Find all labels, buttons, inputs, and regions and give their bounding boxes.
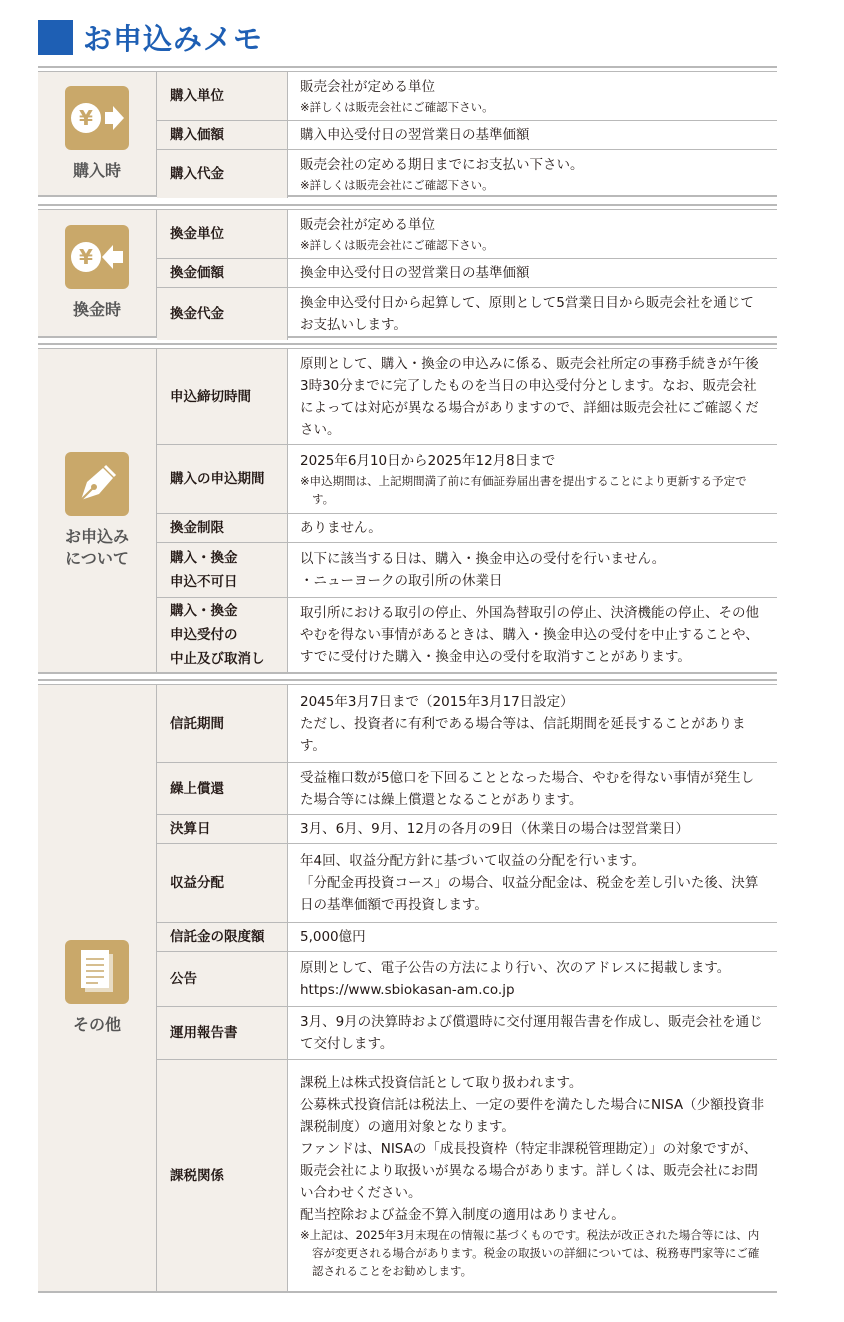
value-text: 2045年3月7日まで（2015年3月17日設定） (300, 693, 574, 710)
category-other (38, 685, 157, 1291)
section-application (38, 343, 777, 674)
row-value (288, 1060, 777, 1291)
section-other (38, 679, 777, 1293)
table-row (157, 1006, 777, 1059)
table-row (157, 258, 777, 287)
row-value (288, 288, 777, 340)
value-text: 年4回、収益分配方針に基づいて収益の分配を行います。 (300, 853, 646, 869)
row-label-line: 申込不可日 (170, 574, 238, 591)
row-value (288, 349, 777, 444)
value-text: ・ニューヨークの取引所の休業日 (300, 573, 503, 590)
value-note: ※詳しくは販売会社にご確認下さい。 (300, 100, 494, 114)
category-redemption (38, 210, 157, 336)
row-value (288, 685, 777, 762)
row-value (288, 952, 777, 1006)
value-note: ※上記は、2025年3月末現在の情報に基づくものです。税法が改正された場合等には、内容が変更される場合があります。税金の取扱いの詳細については、税務専門家等にご確認されることをお勧めします。 (300, 1227, 760, 1278)
row-label: 信託期間 (157, 685, 288, 762)
value-note: ※詳しくは販売会社にご確認下さい。 (300, 178, 494, 192)
value-text: 取引所における取引の停止、外国為替取引の停止、決済機能の停止、その他やむを得ない事情があるときは、購入・換金申込の受付を中止することや、すでに受付けた購入・換金申込の受付を取消すことがあります。 (300, 605, 759, 665)
yen-arrow-right-icon (65, 86, 129, 150)
row-value (288, 598, 777, 672)
category-application (38, 349, 157, 672)
row-label: 換金制限 (157, 514, 288, 542)
table-row (157, 814, 777, 843)
category-label-line: について (65, 548, 129, 568)
row-label: 購入の申込期間 (157, 445, 288, 513)
row-value (288, 923, 777, 951)
table-row (157, 287, 777, 340)
value-text: 換金申込受付日から起算して、原則として5営業日目から販売会社を通じてお支払いします。 (300, 295, 754, 333)
yen-arrow-left-icon (65, 225, 129, 289)
value-text: 販売会社が定める単位 (300, 217, 435, 233)
table-row (157, 922, 777, 951)
table-row (157, 1059, 777, 1291)
table-row (157, 762, 777, 814)
value-text: 3月、6月、9月、12月の各月の9日（休業日の場合は翌営業日） (300, 821, 690, 837)
row-label: 繰上償還 (157, 763, 288, 814)
row-value (288, 150, 777, 198)
value-text: 受益権口数が5億口を下回ることとなった場合、やむを得ない事情が発生した場合等には繰上償還となることがあります。 (300, 769, 755, 808)
value-text: 3月、9月の決算時および償還時に交付運用報告書を作成し、販売会社を通じて交付します。 (300, 1014, 763, 1052)
value-text: 換金申込受付日の翌営業日の基準価額 (300, 265, 530, 281)
row-label: 決算日 (157, 815, 288, 843)
value-note: ※申込期間は、上記期間満了前に有価証券届出書を提出することにより更新する予定です。 (300, 474, 747, 507)
row-label-line: 購入・換金 (170, 550, 238, 567)
category-purchase (38, 72, 157, 195)
table-row (157, 72, 777, 120)
document-icon (65, 940, 129, 1004)
row-label: 課税関係 (157, 1060, 288, 1291)
row-label (157, 598, 288, 672)
row-value (288, 210, 777, 258)
row-value (288, 121, 777, 149)
section-purchase (38, 66, 777, 197)
page-title-bar (38, 17, 263, 57)
table-row (157, 542, 777, 597)
row-value (288, 844, 777, 922)
row-label: 信託金の限度額 (157, 923, 288, 951)
row-label-line: 申込受付の (170, 627, 238, 643)
row-label (157, 543, 288, 597)
category-label: 換金時 (72, 300, 121, 319)
category-label: 購入時 (72, 160, 121, 180)
value-text: ありません。 (300, 520, 382, 537)
category-label-line: お申込み (64, 526, 129, 546)
row-value (288, 514, 777, 542)
value-text: 公募株式投資信託は税法上、一定の要件を満たした場合にNISA（少額投資非課税制度）の適用対象となります。 (300, 1096, 765, 1135)
table-row (157, 597, 777, 672)
section-redemption (38, 204, 777, 338)
pen-icon (65, 452, 129, 516)
row-label: 購入単位 (157, 72, 288, 120)
value-text: 2025年6月10日から2025年12月8日まで (300, 453, 556, 470)
svg-text:¥: ¥ (79, 245, 93, 269)
value-text: 配当控除および益金不算入制度の適用はありません。 (300, 1206, 625, 1223)
row-value (288, 543, 777, 597)
table-row (157, 513, 777, 542)
value-text: 「分配金再投資コース」の場合、収益分配金は、税金を差し引いた後、決算日の基準価額で再投資します。 (300, 875, 759, 913)
table-row (157, 120, 777, 149)
table-row (157, 951, 777, 1006)
value-text: 以下に該当する日は、購入・換金申込の受付を行いません。 (300, 551, 666, 568)
row-label: 換金単位 (157, 210, 288, 258)
svg-text:¥: ¥ (79, 105, 93, 130)
row-label: 収益分配 (157, 844, 288, 922)
row-value (288, 763, 777, 814)
row-label: 申込締切時間 (157, 349, 288, 444)
table-row (157, 444, 777, 513)
row-label: 運用報告書 (157, 1007, 288, 1059)
row-label: 換金代金 (157, 288, 288, 340)
row-value (288, 259, 777, 287)
table-row (157, 685, 777, 762)
row-label: 購入価額 (157, 121, 288, 149)
value-text: ただし、投資者に有利である場合等は、信託期間を延長することがあります。 (300, 715, 746, 754)
row-value (288, 1007, 777, 1059)
value-text: 5,000億円 (300, 929, 366, 945)
row-value (288, 72, 777, 120)
value-text: 原則として、電子公告の方法により行い、次のアドレスに掲載します。 (300, 960, 731, 976)
row-label: 公告 (157, 952, 288, 1006)
row-label-line: 購入・換金 (170, 603, 238, 619)
value-text: ファンドは、NISAの「成長投資枠（特定非課税管理勘定）」の対象ですが、販売会社により取扱いが異なる場合があります。詳しくは、販売会社にお問い合わせください。 (300, 1140, 758, 1201)
table-row (157, 349, 777, 444)
category-label (65, 526, 129, 570)
title-square-icon (38, 20, 73, 55)
value-note: ※詳しくは販売会社にご確認下さい。 (300, 238, 494, 252)
row-label: 購入代金 (157, 150, 288, 198)
row-value (288, 445, 777, 513)
value-text: 原則として、購入・換金の申込みに係る、販売会社所定の事務手続きが午後3時30分までに完了したものを当日の申込受付分とします。なお、販売会社によっては対応が異なる場合がありますので、詳細は販売会社にご確認ください。 (300, 355, 759, 438)
row-label: 換金価額 (157, 259, 288, 287)
url-text: https://www.sbiokasan-am.co.jp (300, 982, 515, 998)
value-text: 販売会社の定める期日までにお支払い下さい。 (300, 157, 584, 173)
table-row (157, 843, 777, 922)
row-label-line: 中止及び取消し (170, 651, 265, 667)
value-text: 課税上は株式投資信託として取り扱われます。 (300, 1074, 583, 1091)
table-row (157, 149, 777, 198)
row-value (288, 815, 777, 843)
table-row (157, 210, 777, 258)
category-label: その他 (72, 1015, 121, 1034)
value-text: 販売会社が定める単位 (300, 79, 435, 95)
value-text: 購入申込受付日の翌営業日の基準価額 (300, 127, 530, 143)
page-title: お申込みメモ (83, 21, 264, 56)
